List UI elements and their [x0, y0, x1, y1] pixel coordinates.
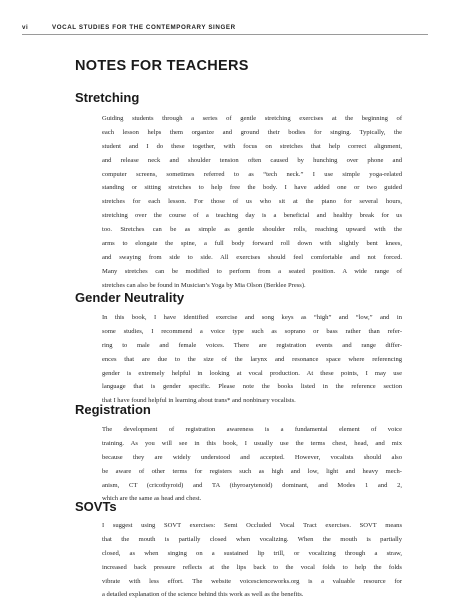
section-body-sovts	[102, 519, 402, 602]
page-title: NOTES FOR TEACHERS	[75, 58, 249, 74]
header-rule	[22, 34, 428, 35]
text-line: standing or sitting stretches to help free the body. I have added one or two guided	[102, 184, 402, 192]
text-line: student and I do these together, with focus on stretches that help correct alignment,	[102, 142, 402, 150]
text-line: closed, as when singing on a sustained lip trill, or vocalizing through a straw,	[102, 549, 402, 557]
text-line: In this book, I have identified exercise and song keys as “high” and “low,” and in	[102, 314, 402, 321]
section-body-gender-neutrality	[102, 311, 402, 408]
text-line: stretches for each lesson. For those of us who sit at the piano for several hours,	[102, 198, 402, 206]
text-line: stretches can also be found in Musician’s Yoga by Mia Olson (Berklee Press).	[102, 281, 306, 289]
text-line: that I have found helpful in learning about trans* and nonbinary vocalists.	[102, 397, 296, 405]
text-line: anism, CT (cricothyroid) and TA (thyroarytenoid) dominant, and Modes 1 and 2,	[102, 481, 402, 489]
text-line: Guiding students through a series of gentle stretching exercises at the beginning of	[102, 115, 402, 122]
text-line: I suggest using SOVT exercises: Semi Occluded Vocal Tract exercises. SOVT means	[102, 522, 402, 529]
text-line: because they are widely understood and accepted. However, vocalists should also	[102, 453, 402, 461]
text-line: The development of registration awareness is a fundamental element of voice	[102, 426, 402, 433]
section-body-stretching	[102, 112, 402, 293]
text-line: ring to male and female voices. There are registration events and range differ-	[102, 341, 402, 349]
text-line: and swaying from side to side. All exercises should feel comfortable and not forced.	[102, 253, 402, 261]
text-line: some studies, I recommend a voice type such as soprano or bass rather than refer-	[102, 327, 402, 335]
text-line: and release neck and shoulder tension often caused by hunching over phone and	[102, 156, 402, 164]
text-line: each lesson helps them organize and ground their bodies for singing. Typically, the	[102, 128, 402, 136]
text-line: stretching over the course of a teaching day is a beneficial and healthy break for us	[102, 212, 402, 220]
text-line: Many stretches can be modified to perform from a seated position. A wide range of	[102, 267, 402, 275]
text-line: a detailed explanation of the science behind this work as well as the benefits.	[102, 591, 304, 599]
text-line: computer screens, sometimes referred to as “tech neck.” I use simple yoga-related	[102, 170, 402, 178]
section-heading-stretching: Stretching	[75, 90, 140, 105]
text-line: gender is extremely helpful in looking at vocal production. At these points, I may use	[102, 369, 402, 377]
section-body-registration	[102, 423, 402, 506]
section-heading-registration: Registration	[75, 402, 151, 417]
text-line: be aware of other terms for registers such as high and low, light and heavy mech-	[102, 467, 402, 475]
book-title: VOCAL STUDIES FOR THE CONTEMPORARY SINGER	[52, 24, 236, 31]
text-line: vibrate with less effort. The website voicescienceworks.org is a valuable resource for	[102, 577, 402, 585]
text-line: ences that are due to the size of the larynx and resonance space where referencing	[102, 355, 402, 363]
text-line: arms to elongate the spine, a full body forward roll down with slightly bent knees,	[102, 240, 402, 248]
section-heading-gender-neutrality: Gender Neutrality	[75, 290, 185, 305]
text-line: that the mouth is partially closed when vocalizing. When the mouth is partially	[102, 535, 402, 543]
text-line: training. As you will see in this book, I usually use the terms chest, head, and mix	[102, 439, 402, 447]
page-number: vi	[22, 24, 29, 31]
section-heading-sovts: SOVTs	[75, 499, 117, 514]
text-line: language that is gender specific. Please note the books listed in the reference section	[102, 383, 402, 391]
text-line: too. Stretches can be as simple as gentle shoulder rolls, reaching upward with the	[102, 226, 402, 234]
text-line: increased back pressure reflects at the lips back to the vocal folds to help the folds	[102, 563, 402, 571]
running-head	[22, 24, 428, 36]
text-line: which are the same as head and chest.	[102, 495, 202, 503]
